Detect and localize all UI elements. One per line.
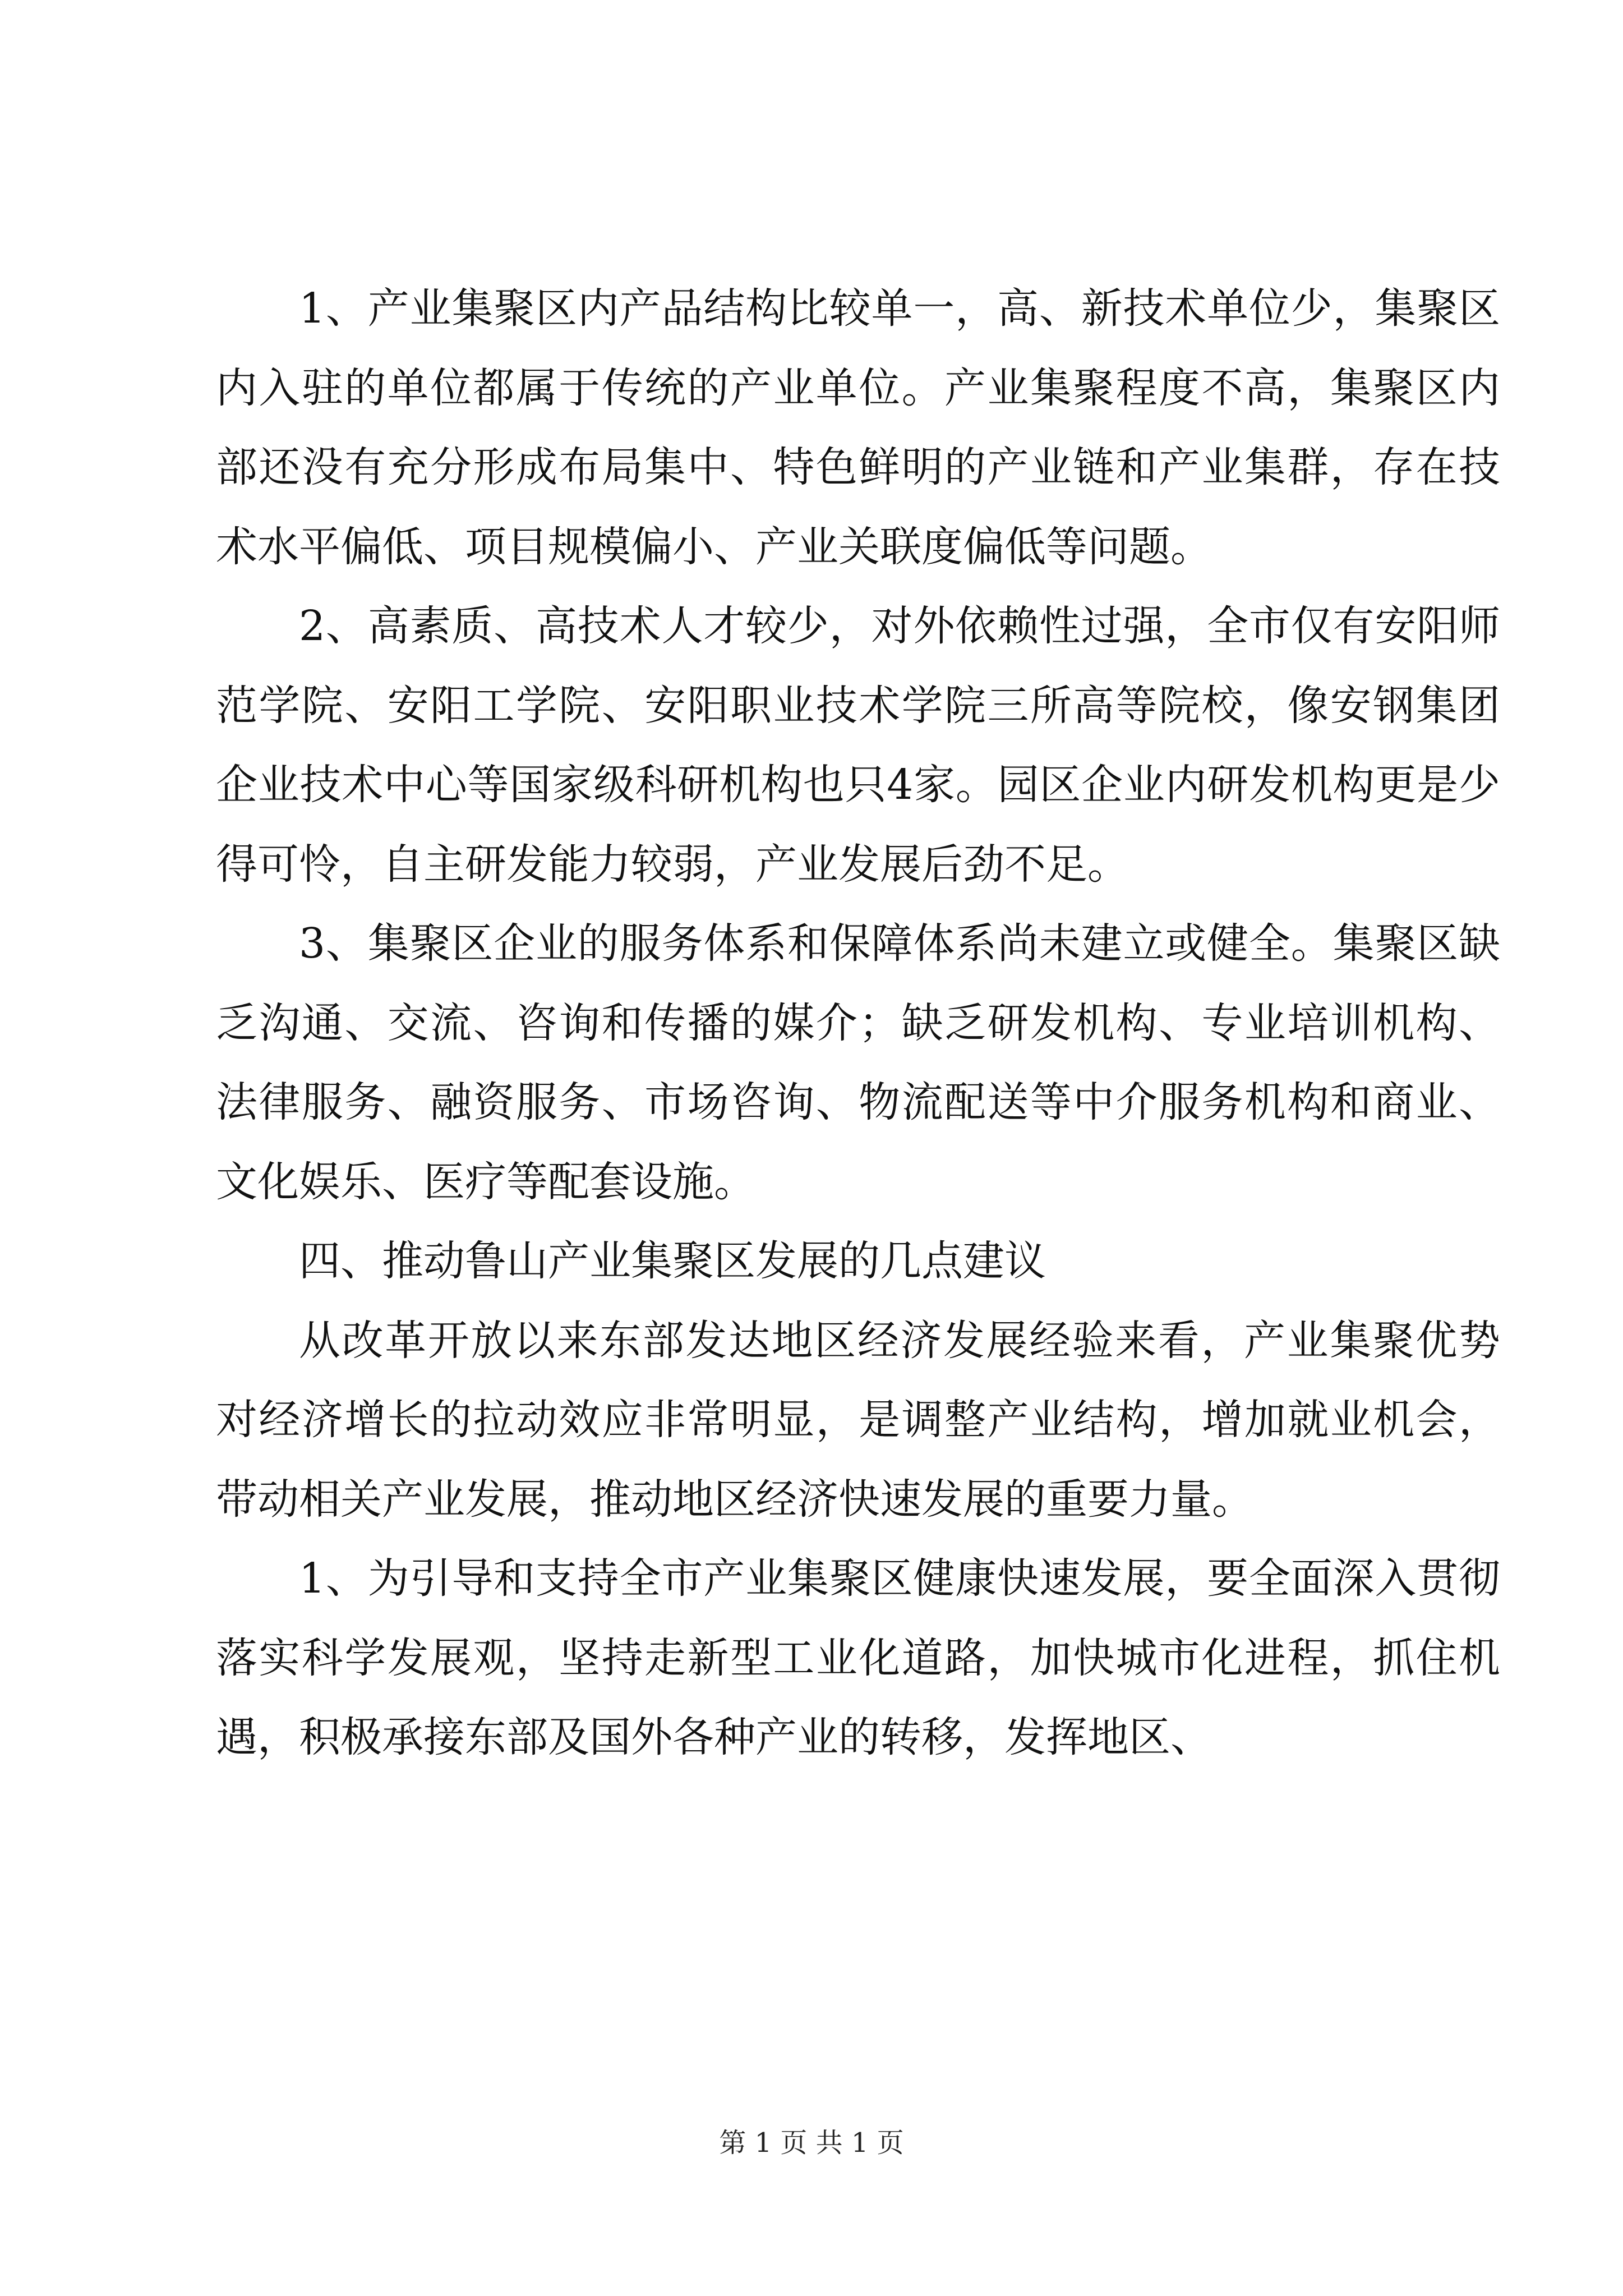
paragraph-suggestion-1: 1、为引导和支持全市产业集聚区健康快速发展，要全面深入贯彻落实科学发展观，坚持走新型工业化道路，加快城市化进程，抓住机遇，积极承接东部及国外各种产业的转移，发挥地区、	[216, 1554, 1500, 1761]
section-heading-4: 四、推动鲁山产业集聚区发展的几点建议	[299, 1237, 1046, 1285]
paragraph-problem-3: 3、集聚区企业的服务体系和保障体系尚未建立或健全。集聚区缺乏沟通、交流、咨询和传播的媒介；缺乏研发机构、专业培训机构、法律服务、融资服务、市场咨询、物流配送等中介服务机构和商业、文化娱乐、医疗等配套设施。	[216, 919, 1500, 1206]
paragraph-intro: 从改革开放以来东部发达地区经济发展经验来看，产业集聚优势对经济增长的拉动效应非常明显，是调整产业结构，增加就业机会，带动相关产业发展，推动地区经济快速发展的重要力量。	[216, 1316, 1500, 1524]
document-body	[216, 269, 1500, 1778]
paragraph-problem-1: 1、产业集聚区内产品结构比较单一，高、新技术单位少，集聚区内入驻的单位都属于传统的产业单位。产业集聚程度不高，集聚区内部还没有充分形成布局集中、特色鲜明的产业链和产业集群，存在技术水平偏低、项目规模偏小、产业关联度偏低等问题。	[216, 284, 1500, 571]
page-footer: 第 1 页 共 1 页	[719, 2127, 904, 2159]
paragraph-problem-2: 2、高素质、高技术人才较少，对外依赖性过强，全市仅有安阳师范学院、安阳工学院、安阳职业技术学院三所高等院校，像安钢集团企业技术中心等国家级科研机构也只4家。园区企业内研发机构更是少得可怜，自主研发能力较弱，产业发展后劲不足。	[216, 602, 1500, 889]
